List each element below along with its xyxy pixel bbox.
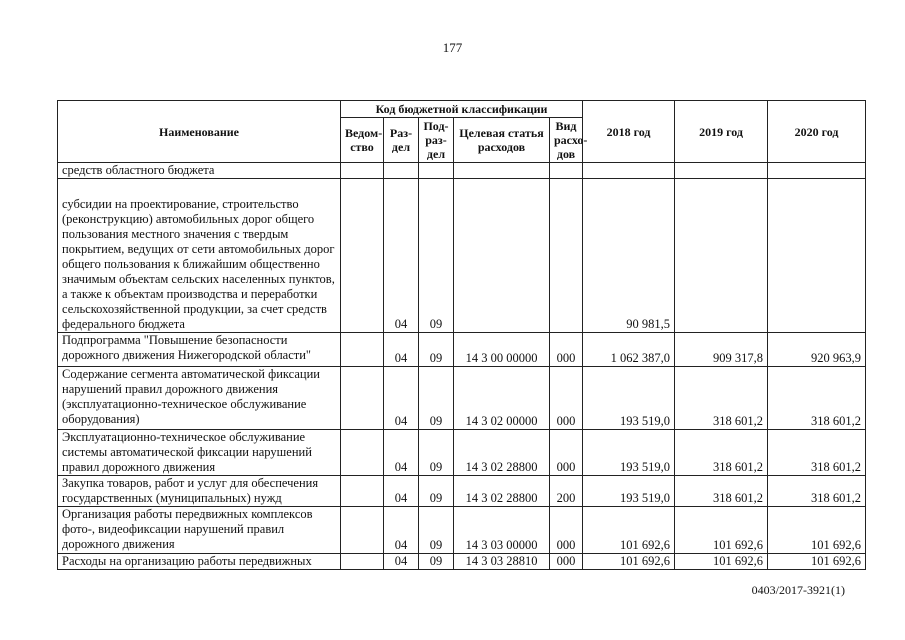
row-vid-raskhodov: 000 <box>550 333 583 367</box>
header-2019: 2019 год <box>675 101 768 163</box>
row-2018: 1 062 387,0 <box>583 333 675 367</box>
row-vid-raskhodov: 000 <box>550 507 583 554</box>
budget-table <box>57 100 866 570</box>
row-vedomstvo <box>341 163 384 179</box>
row-vedomstvo <box>341 476 384 507</box>
row-celevaya-statya: 14 3 00 00000 <box>454 333 550 367</box>
row-vid-raskhodov <box>550 179 583 333</box>
row-2020: 101 692,6 <box>768 554 866 570</box>
row-2018: 193 519,0 <box>583 430 675 476</box>
header-vedomstvo: Ведом-ство <box>341 118 384 163</box>
row-2019: 318 601,2 <box>675 476 768 507</box>
row-celevaya-statya: 14 3 03 00000 <box>454 507 550 554</box>
row-vedomstvo <box>341 554 384 570</box>
row-vid-raskhodov: 000 <box>550 554 583 570</box>
row-vid-raskhodov: 000 <box>550 430 583 476</box>
row-podrazdel: 09 <box>419 554 454 570</box>
row-2020: 318 601,2 <box>768 476 866 507</box>
row-2019: 101 692,6 <box>675 507 768 554</box>
row-vid-raskhodov <box>550 163 583 179</box>
row-2018: 101 692,6 <box>583 554 675 570</box>
row-podrazdel: 09 <box>419 333 454 367</box>
row-2020: 318 601,2 <box>768 367 866 430</box>
row-name: Подпрограмма "Повышение безопасности дорожного движения Нижегородской области" <box>58 333 341 367</box>
row-celevaya-statya: 14 3 02 28800 <box>454 430 550 476</box>
row-2020 <box>768 163 866 179</box>
row-2020: 318 601,2 <box>768 430 866 476</box>
row-vedomstvo <box>341 179 384 333</box>
page-number: 177 <box>442 40 463 55</box>
row-podrazdel: 09 <box>419 430 454 476</box>
row-vid-raskhodov: 200 <box>550 476 583 507</box>
row-2020: 920 963,9 <box>768 333 866 367</box>
row-podrazdel <box>419 163 454 179</box>
row-2019: 101 692,6 <box>675 554 768 570</box>
table-row <box>58 430 866 476</box>
row-2020: 101 692,6 <box>768 507 866 554</box>
row-name: Закупка товаров, работ и услуг для обеспечения государственных (муниципальных) нужд <box>58 476 341 507</box>
row-2018: 90 981,5 <box>583 179 675 333</box>
row-name: средств областного бюджета <box>58 163 341 179</box>
row-vedomstvo <box>341 367 384 430</box>
row-razdel: 04 <box>384 367 419 430</box>
row-2018: 193 519,0 <box>583 367 675 430</box>
header-name: Наименование <box>58 101 341 163</box>
table-row <box>58 333 866 367</box>
row-razdel <box>384 163 419 179</box>
row-2018 <box>583 163 675 179</box>
row-podrazdel: 09 <box>419 179 454 333</box>
row-2018: 193 519,0 <box>583 476 675 507</box>
row-razdel: 04 <box>384 476 419 507</box>
row-razdel: 04 <box>384 333 419 367</box>
header-podrazdel: Под-раз-дел <box>419 118 454 163</box>
document-code: 0403/2017-3921(1) <box>751 583 845 597</box>
row-2019: 318 601,2 <box>675 367 768 430</box>
header-2020: 2020 год <box>768 101 866 163</box>
table-row <box>58 476 866 507</box>
header-vid-raskhodov: Вид расхо-дов <box>550 118 583 163</box>
row-vid-raskhodov: 000 <box>550 367 583 430</box>
header-celevaya-statya: Целевая статья расходов <box>454 118 550 163</box>
row-razdel: 04 <box>384 554 419 570</box>
row-name: Организация работы передвижных комплексов фото-, видеофиксации нарушений правил дорожного движения <box>58 507 341 554</box>
row-2019 <box>675 163 768 179</box>
row-2019: 909 317,8 <box>675 333 768 367</box>
row-celevaya-statya: 14 3 02 28800 <box>454 476 550 507</box>
row-razdel: 04 <box>384 430 419 476</box>
table-row <box>58 163 866 179</box>
row-celevaya-statya <box>454 163 550 179</box>
row-razdel: 04 <box>384 179 419 333</box>
row-vedomstvo <box>341 507 384 554</box>
row-podrazdel: 09 <box>419 507 454 554</box>
row-name: Эксплуатационно-техническое обслуживание системы автоматической фиксации нарушений правил дорожного движения <box>58 430 341 476</box>
row-celevaya-statya: 14 3 02 00000 <box>454 367 550 430</box>
table-row <box>58 554 866 570</box>
row-celevaya-statya: 14 3 03 28810 <box>454 554 550 570</box>
row-name: Расходы на организацию работы передвижных <box>58 554 341 570</box>
header-budget-classification: Код бюджетной классификации <box>341 101 583 118</box>
row-2020 <box>768 179 866 333</box>
row-podrazdel: 09 <box>419 367 454 430</box>
row-vedomstvo <box>341 333 384 367</box>
row-name: субсидии на проектирование, строительство (реконструкцию) автомобильных дорог общего пользования местного значения с твердым покрытием, ведущих от сети автомобильных дорог общего пользования к ближайшим общественно значимым объектам сельских населенных пунктов, а также к объектам производства и переработки сельскохозяйственной продукции, за счет средств федерального бюджета <box>58 179 341 333</box>
row-name: Содержание сегмента автоматической фиксации нарушений правил дорожного движения (эксплуатационно-техническое обслуживание оборудования) <box>58 367 341 430</box>
table-row <box>58 507 866 554</box>
row-podrazdel: 09 <box>419 476 454 507</box>
row-vedomstvo <box>341 430 384 476</box>
table-row <box>58 179 866 333</box>
table-row <box>58 367 866 430</box>
row-2018: 101 692,6 <box>583 507 675 554</box>
header-razdel: Раз-дел <box>384 118 419 163</box>
row-2019: 318 601,2 <box>675 430 768 476</box>
header-2018: 2018 год <box>583 101 675 163</box>
row-2019 <box>675 179 768 333</box>
row-razdel: 04 <box>384 507 419 554</box>
row-celevaya-statya <box>454 179 550 333</box>
